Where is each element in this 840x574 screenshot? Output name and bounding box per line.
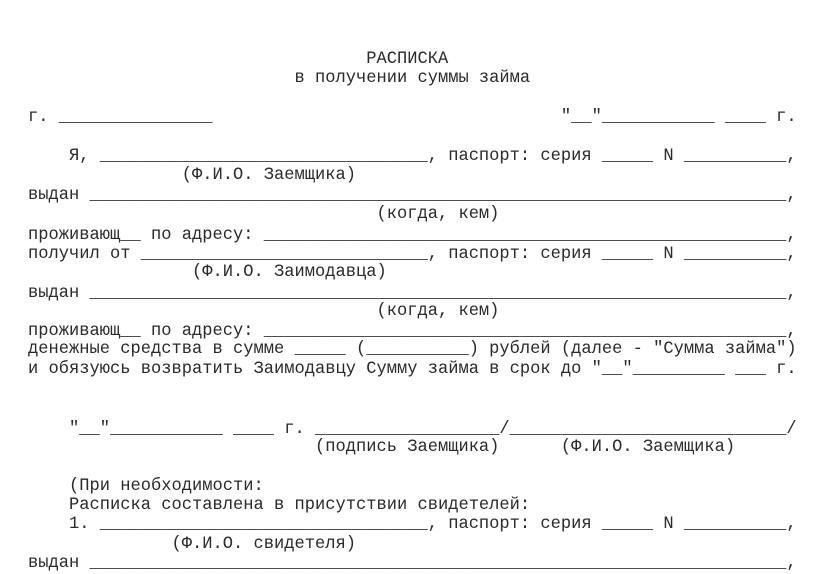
document-subtitle: в получении суммы займа (28, 69, 531, 88)
witness-1-passport-issued-line: выдан ____________________________________________________________________, (28, 554, 797, 573)
borrower-name-caption: (Ф.И.О. Заемщика) (28, 166, 356, 185)
witness-heading: Расписка составлена в присутствии свидетелей: (28, 496, 531, 515)
signature-line: "__"___________ ____ г. __________________/___________________________/ (28, 420, 797, 439)
borrower-address-line: проживающ__ по адресу: ___________________________________________________, (28, 226, 797, 245)
borrower-passport-issued-line: выдан ____________________________________________________________________, (28, 186, 797, 205)
lender-passport-issued-line: выдан ____________________________________________________________________, (28, 284, 797, 303)
witness-1-name-passport-line: 1. ________________________________, паспорт: серия _____ N __________, (28, 515, 797, 534)
signature-caption: (подпись Заемщика) (Ф.И.О. Заемщика) (28, 438, 736, 457)
borrower-issued-caption: (когда, кем) (28, 205, 500, 224)
lender-issued-caption: (когда, кем) (28, 302, 500, 321)
city-date-line: г. _______________ "__"___________ ____ г. (28, 108, 797, 127)
loan-amount-line: денежные средства в сумме _____ (__________) рублей (далее - "Сумма займа") (28, 340, 797, 359)
lender-name-caption: (Ф.И.О. Заимодавца) (28, 263, 387, 282)
borrower-name-passport-line: Я, ________________________________, паспорт: серия _____ N __________, (28, 147, 797, 166)
document-title: РАСПИСКА (28, 50, 449, 69)
repayment-term-line: и обязуюсь возвратить Заимодавцу Сумму займа в срок до "__"_________ ___ г. (28, 360, 797, 379)
witness-1-name-caption: (Ф.И.О. свидетеля) (28, 535, 356, 554)
lender-address-line: проживающ__ по адресу: ___________________________________________________, (28, 322, 797, 341)
witness-note: (При необходимости: (28, 477, 264, 496)
lender-name-passport-line: получил от ____________________________, паспорт: серия _____ N __________, (28, 245, 797, 264)
